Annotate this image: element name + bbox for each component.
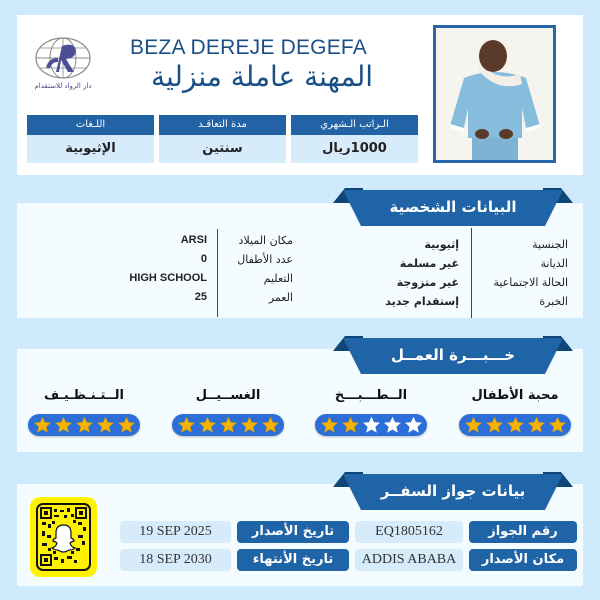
star-filled-icon	[198, 416, 217, 434]
snapcode-pattern	[36, 503, 91, 571]
expiry-date-label: تاريخ الأنتهاء	[237, 549, 349, 571]
star-filled-icon	[54, 416, 73, 434]
issue-date-label: تاريخ الأصدار	[237, 521, 349, 543]
contract-duration-value: سنتين	[159, 135, 286, 163]
profession-title: المهنة عاملة منزلية	[150, 60, 374, 93]
skill-name: محبة الأطفال	[471, 388, 559, 403]
birthplace-value: ARSI	[180, 234, 207, 246]
age-value: 25	[194, 291, 207, 303]
star-filled-icon	[240, 416, 259, 434]
star-filled-icon	[75, 416, 94, 434]
issue-place-label: مكان الأصدار	[469, 549, 577, 571]
skill-cooking	[315, 388, 427, 436]
expiry-date-value: 18 SEP 2030	[120, 549, 231, 571]
star-rating	[315, 414, 427, 436]
skill-name: الــتـنـظـيـف	[43, 388, 125, 403]
worker-photo	[433, 25, 556, 163]
age-label: العمر	[268, 291, 293, 304]
birthplace-label: مكان الميلاد	[238, 234, 293, 247]
personal-data-title: البيانات الشخصية	[389, 198, 517, 216]
issue-place-value: ADDIS ABABA	[355, 549, 463, 571]
issue-date-value: 19 SEP 2025	[120, 521, 231, 543]
monthly-salary-label: الـراتب الـشهري	[291, 115, 418, 135]
passport-title: بيانات جواز السفــر	[380, 482, 526, 500]
star-filled-icon	[177, 416, 196, 434]
star-rating	[459, 414, 571, 436]
personal-data-header	[333, 188, 573, 228]
work-experience-header	[333, 336, 573, 376]
star-filled-icon	[96, 416, 115, 434]
star-empty-icon	[362, 416, 381, 434]
contract-duration-label: مدة التعاقـد	[159, 115, 286, 135]
education-value: HIGH SCHOOL	[129, 272, 207, 284]
experience-value: إستقدام جديد	[385, 295, 459, 308]
languages-label: اللـغات	[27, 115, 154, 135]
skill-name: الــطـــبـــخ	[334, 388, 408, 403]
star-filled-icon	[548, 416, 567, 434]
star-filled-icon	[320, 416, 339, 434]
star-rating	[28, 414, 140, 436]
logo-caption: دار الرواد للاستقدام	[34, 82, 92, 90]
star-filled-icon	[219, 416, 238, 434]
marital-status-label: الحالة الاجتماعية	[493, 276, 568, 289]
passport-header	[333, 472, 573, 512]
education-label: التعليم	[263, 272, 293, 285]
experience-label: الخبرة	[539, 295, 568, 308]
star-empty-icon	[404, 416, 423, 434]
star-filled-icon	[261, 416, 280, 434]
company-logo	[30, 36, 96, 98]
star-empty-icon	[383, 416, 402, 434]
skill-childcare	[459, 388, 571, 436]
skill-name: الغســيــل	[195, 388, 261, 403]
nationality-label: الجنسية	[532, 238, 568, 251]
religion-label: الديانة	[540, 257, 568, 270]
skill-laundry	[172, 388, 284, 436]
star-filled-icon	[341, 416, 360, 434]
marital-status-value: غير متزوجة	[396, 276, 459, 289]
qr-pattern-icon	[38, 505, 89, 569]
column-divider	[471, 228, 472, 318]
star-filled-icon	[527, 416, 546, 434]
star-rating	[172, 414, 284, 436]
passport-number-value: EQ1805162	[355, 521, 463, 543]
children-count-value: 0	[200, 253, 207, 265]
passport-number-label: رقم الجواز	[469, 521, 577, 543]
snapchat-ghost-icon	[52, 525, 75, 552]
languages-box	[27, 115, 154, 163]
children-count-label: عدد الأطفال	[237, 253, 293, 266]
skill-cleaning	[28, 388, 140, 436]
contract-duration-box	[159, 115, 286, 163]
monthly-salary-box	[291, 115, 418, 163]
languages-value: الإثيوبية	[27, 135, 154, 163]
star-filled-icon	[464, 416, 483, 434]
star-filled-icon	[117, 416, 136, 434]
monthly-salary-value: 1000ريال	[291, 135, 418, 163]
star-filled-icon	[33, 416, 52, 434]
nationality-value: إثيوبية	[424, 238, 459, 251]
person-photo-icon	[436, 28, 553, 160]
star-filled-icon	[506, 416, 525, 434]
column-divider	[217, 229, 218, 317]
star-filled-icon	[485, 416, 504, 434]
religion-value: غير مسلمة	[399, 257, 459, 270]
work-experience-title: خـــبـــرة العمــل	[390, 346, 516, 364]
globe-r-logo-icon	[34, 36, 92, 80]
snapcode[interactable]	[30, 497, 97, 577]
worker-name: BEZA DEREJE DEGEFA	[130, 36, 367, 59]
